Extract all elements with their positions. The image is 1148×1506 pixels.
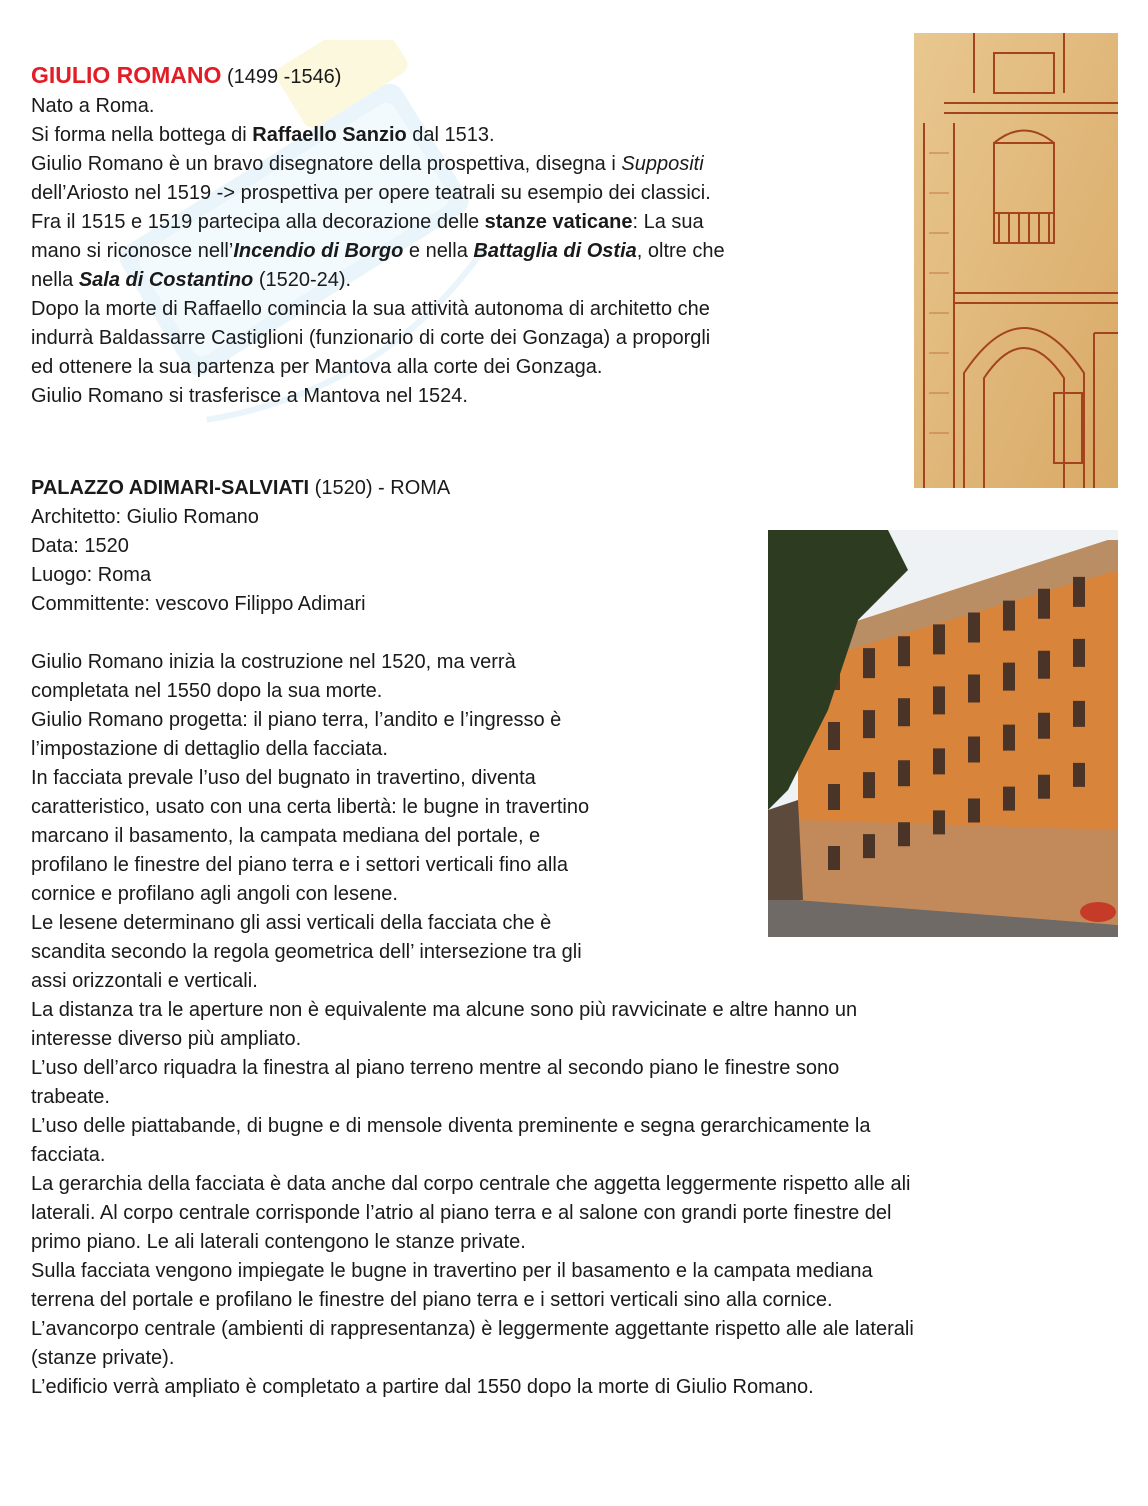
section-heading	[31, 61, 911, 92]
body-line: marcano il basamento, la campata mediana del portale, e	[31, 825, 541, 847]
paragraph-line: nella Sala di Costantino (1520-24).	[31, 269, 352, 291]
heading-rest: (1520) - ROMA	[309, 477, 451, 499]
body-line: cornice e profilano agli angoli con lesene.	[31, 883, 398, 905]
paragraph-line: ed ottenere la sua partenza per Mantova alla corte dei Gonzaga.	[31, 356, 603, 378]
body-line: Le lesene determinano gli assi verticali della facciata che è	[31, 912, 552, 934]
body-line: completata nel 1550 dopo la sua morte.	[31, 680, 383, 702]
paragraph-line: indurrà Baldassarre Castiglioni (funzionario di corte dei Gonzaga) a proporgli	[31, 327, 711, 349]
bold-italic-text: Battaglia di Ostia	[473, 240, 637, 262]
info-line: Architetto: Giulio Romano	[31, 506, 259, 528]
paragraph-line: Si forma nella bottega di Raffaello Sanzio dal 1513.	[31, 124, 495, 146]
paragraph-line: Giulio Romano si trasferisce a Mantova nel 1524.	[31, 385, 468, 407]
body-line: L’avancorpo centrale (ambienti di rappresentanza) è leggermente aggettante rispetto alle ale laterali	[31, 1318, 914, 1340]
body-line: facciata.	[31, 1144, 106, 1166]
body-line: profilano le finestre del piano terra e i settori verticali fino alla	[31, 854, 568, 876]
paragraph-line: Fra il 1515 e 1519 partecipa alla decorazione delle stanze vaticane: La sua	[31, 211, 704, 233]
architectural-sketch-image	[914, 33, 1118, 488]
body-line: terrena del portale e profilano le finestre del piano terra e i settori verticali sino alla cornice.	[31, 1289, 833, 1311]
info-line: Luogo: Roma	[31, 564, 152, 586]
paragraph-line: Dopo la morte di Raffaello comincia la sua attività autonoma di architetto che	[31, 298, 710, 320]
info-line: Committente: vescovo Filippo Adimari	[31, 593, 366, 615]
body-line: Giulio Romano progetta: il piano terra, l’andito e l’ingresso è	[31, 709, 562, 731]
body-line: l’impostazione di dettaglio della facciata.	[31, 738, 388, 760]
bold-italic-text: Incendio di Borgo	[233, 240, 404, 262]
body-line: assi orizzontali e verticali.	[31, 970, 258, 992]
body-line: La gerarchia della facciata è data anche dal corpo centrale che aggetta leggermente rispetto alle ali	[31, 1173, 911, 1195]
body-line: L’edificio verrà ampliato è completato a partire dal 1550 dopo la morte di Giulio Romano.	[31, 1376, 814, 1398]
body-line: trabeate.	[31, 1086, 110, 1108]
paragraph-line: Nato a Roma.	[31, 95, 155, 117]
paragraph-line: mano si riconosce nell’Incendio di Borgo e nella Battaglia di Ostia, oltre che	[31, 240, 725, 262]
body-line: L’uso delle piattabande, di bugne e di mensole diventa preminente e segna gerarchicamente la	[31, 1115, 871, 1137]
body-line: caratteristico, usato con una certa libertà: le bugne in travertino	[31, 796, 590, 818]
palazzo-photo-image	[768, 530, 1118, 937]
body-line: laterali. Al corpo centrale corrisponde l’atrio al piano terra e al salone con grandi porte finestre del	[31, 1202, 892, 1224]
body-line: Giulio Romano inizia la costruzione nel 1520, ma verrà	[31, 651, 516, 673]
body-line: (stanze private).	[31, 1347, 175, 1369]
body-line: primo piano. Le ali laterali contengono le stanze private.	[31, 1231, 526, 1253]
body-line: Sulla facciata vengono impiegate le bugne in travertino per il basamento e la campata mediana	[31, 1260, 873, 1282]
bold-text: Raffaello Sanzio	[252, 124, 407, 146]
body-line: In facciata prevale l’uso del bugnato in travertino, diventa	[31, 767, 536, 789]
italic-text: Suppositi	[621, 153, 704, 175]
body-line: interesse diverso più ampliato.	[31, 1028, 302, 1050]
paragraph-line: Giulio Romano è un bravo disegnatore della prospettiva, disegna i Suppositi	[31, 153, 704, 175]
bold-italic-text: Sala di Costantino	[78, 269, 254, 291]
giulio-romano-section	[31, 61, 911, 411]
bold-text: stanze vaticane	[484, 211, 633, 233]
body-line: L’uso dell’arco riquadra la finestra al piano terreno mentre al secondo piano le finestre sono	[31, 1057, 840, 1079]
info-line: Data: 1520	[31, 535, 129, 557]
heading-dates: (1499 -1546)	[221, 66, 342, 88]
heading-name: GIULIO ROMANO	[31, 62, 222, 88]
paragraph-line: dell’Ariosto nel 1519 -> prospettiva per opere teatrali su esempio dei classici.	[31, 182, 711, 204]
body-line: La distanza tra le aperture non è equivalente ma alcune sono più ravvicinate e altre hanno un	[31, 999, 858, 1021]
body-line: scandita secondo la regola geometrica dell’ intersezione tra gli	[31, 941, 582, 963]
heading-title: PALAZZO ADIMARI-SALVIATI	[31, 477, 310, 499]
